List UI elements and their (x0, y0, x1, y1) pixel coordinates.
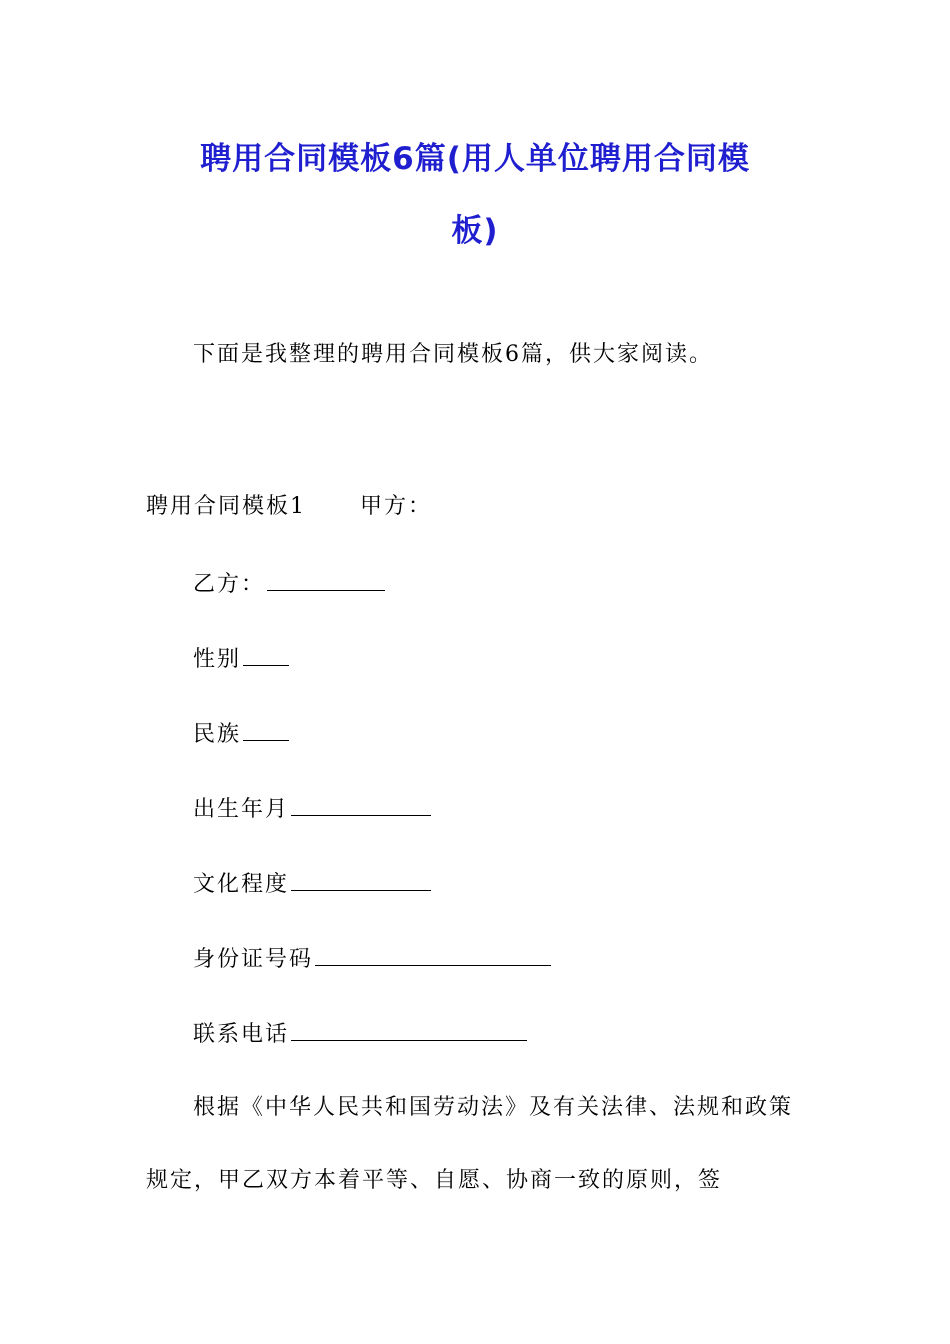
education-blank (291, 868, 431, 891)
body-paragraph-line-2: 规定，甲乙双方本着平等、自愿、协商一致的原则，签 (146, 1168, 723, 1193)
id-number-label: 身份证号码 (193, 947, 314, 972)
gender-blank (243, 643, 289, 666)
birth-label: 出生年月 (193, 797, 290, 822)
ethnicity-label: 民族 (193, 722, 242, 747)
phone-field (193, 1018, 527, 1050)
birth-blank (291, 793, 431, 816)
document-title-line-1: 聘用合同模板6篇(用人单位聘用合同模 (200, 141, 750, 177)
document-title-line-2: 板) (451, 213, 499, 249)
party-b-label: 乙方： (193, 572, 266, 597)
gender-label: 性别 (193, 647, 242, 672)
section-label: 聘用合同模板1 (146, 494, 306, 519)
ethnicity-field (193, 718, 289, 750)
education-label: 文化程度 (193, 872, 290, 897)
birth-field (193, 793, 431, 825)
id-number-blank (315, 943, 551, 966)
gender-field (193, 643, 289, 675)
education-field (193, 868, 431, 900)
phone-blank (291, 1018, 527, 1041)
ethnicity-blank (243, 718, 289, 741)
party-b-field (193, 568, 385, 600)
section-heading-row (146, 492, 432, 522)
intro-paragraph: 下面是我整理的聘用合同模板6篇，供大家阅读。 (193, 342, 713, 367)
body-paragraph-line-1: 根据《中华人民共和国劳动法》及有关法律、法规和政策 (193, 1095, 794, 1120)
party-b-blank (267, 568, 385, 591)
party-a-label: 甲方： (360, 494, 433, 519)
id-number-field (193, 943, 551, 975)
phone-label: 联系电话 (193, 1022, 290, 1047)
